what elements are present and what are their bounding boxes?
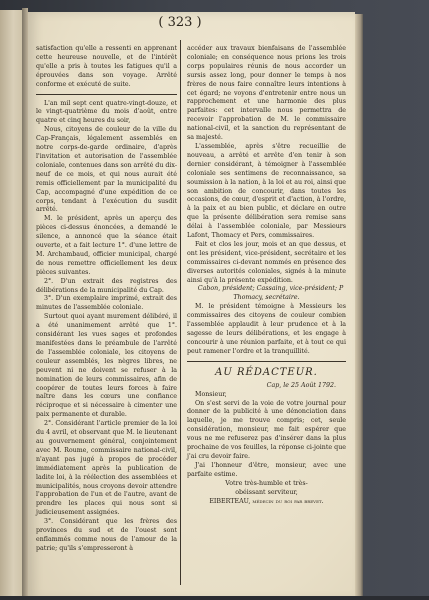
paragraph: L'an mil sept cent quatre-vingt-douze, et le vingt-quatrième du mois d'août, entre quatre et cinq heures du soir,	[36, 99, 177, 125]
paragraph: M. le président, après un aperçu des pièces ci-dessus énoncées, a demandé le silence, a annoncé que la séance était ouverte, et a fait lecture 1°. d'une lettre de M. Archambaud, officier municipal, chargé de nous remettre officiellement les deux pièces suivantes.	[36, 215, 177, 276]
section-divider	[36, 94, 177, 95]
paragraph: Fait et clos les jour, mois et an que dessus, et ont les président, vice-président, secrétaire et les commissaires ci-devant nommés en présence des diverses autorités coloniales, signés à la minute ainsi qu'à la présente expédition.	[187, 240, 346, 284]
paragraph: 2°. D'un extrait des registres des délibérations de la municipalité du Cap.	[36, 277, 177, 294]
page-stack-edge	[355, 14, 363, 600]
paragraph: satisfaction qu'elle a ressenti en apprenant cette heureuse nouvelle, et de l'intérêt qu'elle a pris à toutes les fatigues qu'il a éprouvées dans son voyage. Arrêté conforme et exécuté de suite.	[36, 45, 177, 88]
paragraph: 3°. D'un exemplaire imprimé, extrait des minutes de l'assemblée coloniale.	[36, 295, 177, 312]
facing-page-edge	[0, 10, 23, 600]
salutation: Monsieur,	[195, 390, 227, 398]
dateline: Cap, le 25 Août 1792.	[266, 381, 336, 389]
paragraph: 2°. Considérant l'article premier de la loi du 4 avril, et observant que M. le lieutenant au gouvernement général, conjointement avec M. Roume, commissaire national-civil, n'ayant pas jugé à propos de procéder immédiatement après la publication de ladite loi, à la réélection des assemblées et municipalités, nous croyons devoir attendre l'approbation de l'un et de l'autre, avant de prendre les places qui nous sont si judicieusement assignées.	[36, 420, 177, 517]
paragraph: M. le président témoigne à Messieurs les commissaires des citoyens de couleur combien l'assemblée applaudit à leur prudence et à la sagesse de leurs délibérations, et les engage à concourir à une réunion parfaite, et à tout ce qui peut ramener l'ordre et la tranquillité.	[187, 303, 346, 355]
paragraph: Nous, citoyens de couleur de la ville du Cap-Français, légalement assemblés en notre corps-de-garde ordinaire, d'après l'invitation et autorisation de l'assemblée coloniale, contenues dans son arrêté du dix-neuf de ce mois, et qui nous aurait été remis officiellement par la municipalité du Cap, accompagné d'une expédition de ce corps, tendant à l'exécution du susdit arrêté.	[36, 126, 178, 214]
right-column	[187, 45, 346, 506]
letter-closing: J'ai l'honneur d'être, monsieur, avec une parfaite estime.	[187, 461, 346, 478]
valediction-line: Votre très-humble et très-	[225, 479, 308, 487]
section-divider	[187, 361, 346, 362]
letter-body: On s'est servi de la voie de votre journal pour donner de la publicité à une dénonciation dans laquelle, je me trouve compris; cet, seule considération, monsieur, me fait espérer que vous ne me refuserez pas d'insérer dans la plus prochaine de vos feuilles, la réponse ci-jointe que j'ai cru devoir faire.	[187, 399, 346, 460]
signatories: Cabon, président; Cassaing, vice-président; P Thomacy, secrétaire.	[197, 285, 344, 302]
left-column	[36, 45, 177, 554]
paragraph: Surtout quoi ayant murement délibéré, il a été unanimement arrêté que 1°. considérant les vues sages et profondes manifestées dans le préambule de l'arrêté de l'assemblée coloniale, les citoyens de couleur assemblés, les nègres libres, ne peuvent ni ne doivent se refuser à la nomination de leurs commissaires, afin de coopérer de toutes leurs forces à faire naître dans les cœurs une confiance réciproque et si nécessaire à cimenter une paix permanente et durable.	[36, 313, 177, 419]
page-number: ( 323 )	[158, 15, 202, 30]
section-heading: AU RÉDACTEUR.	[215, 366, 318, 378]
paragraph: L'assemblée, après s'être recueillie de nouveau, a arrêté et arrête d'en tenir à son dernier considérant, à témoigner à l'assemblée coloniale ses sentimens de reconnaissance, sa soumission à la nation, à la loi et au roi, ainsi que son ambition de concourir, dans toutes les occasions, de cœur, d'esprit et d'action, à l'ordre, à la paix et au bien public, et déclare en outre que la présente délibération sera remise sans délai à l'assemblée coloniale, par Messieurs Lafont, Thomacy et Pers, commissaires.	[187, 142, 346, 240]
paragraph: accéder aux travaux bienfaisans de l'assemblée coloniale; en conséquence nous prions les trois corps populaires réunis de nous accorder un sursis assez long, pour donner le temps à nos frères de nous faire connaître leurs intentions à cet égard; ne voyons d'entretenir entre nous un rapprochement et une harmonie des plus parfaites: cet intervalle nous permettra de recevoir l'approbation de M. le commissaire national-civil, et la sanction du représentant de sa majesté.	[187, 45, 346, 142]
paragraph: 3°. Considérant que les frères des provinces du sud et de l'ouest sont enflammés comme nous de l'amour de la patrie; qu'ils s'empresseront à	[36, 518, 177, 552]
signature: EIBERTEAU, médecin du roi par brevet.	[209, 497, 324, 505]
valediction-line: obéissant serviteur,	[235, 488, 298, 496]
scan-bottom-edge	[0, 596, 429, 600]
column-rule	[180, 40, 181, 585]
